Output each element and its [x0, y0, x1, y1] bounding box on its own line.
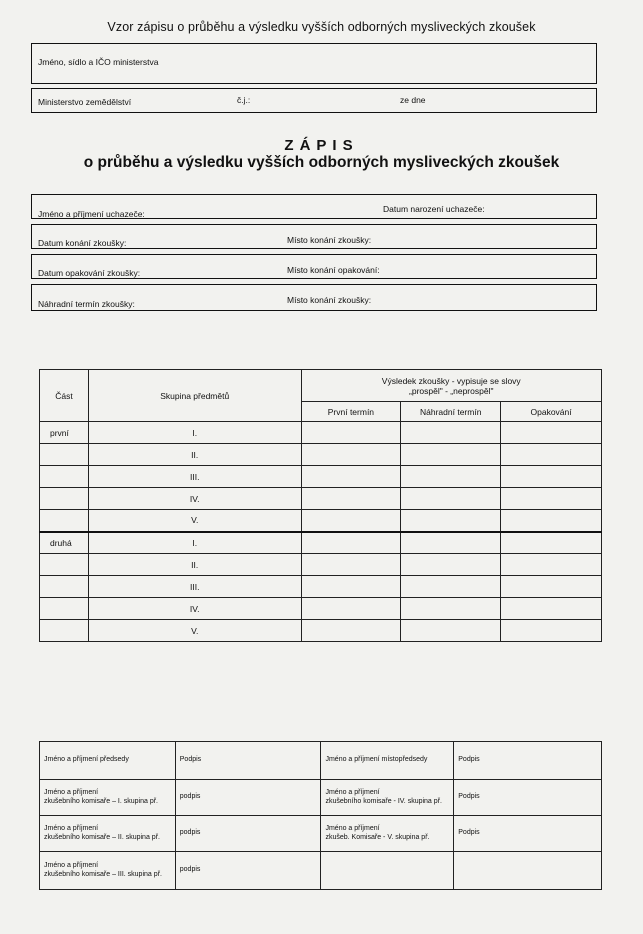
table-row — [40, 422, 602, 444]
table-row — [40, 620, 602, 642]
part-cell — [40, 554, 89, 576]
result-cell[interactable] — [401, 466, 501, 488]
result-cell[interactable] — [401, 510, 501, 532]
group-label: V. — [88, 510, 301, 532]
document-header: Vzor zápisu o průběhu a výsledku vyšších odborných mysliveckých zkoušek — [107, 20, 536, 34]
commissioner-1-line2: zkušebního komisaře – I. skupina př. — [44, 797, 159, 805]
ministry-name-label: Jméno, sídlo a IČO ministerstva — [38, 57, 159, 67]
vice-chair-signature: Podpis — [454, 742, 602, 780]
col-repeat-header: Opakování — [501, 402, 602, 422]
col-first-header: První termín — [301, 402, 401, 422]
table-row — [40, 532, 602, 554]
commissioner-5-line1: Jméno a příjmení — [325, 825, 380, 833]
commissioner-3-label — [40, 852, 176, 890]
commissioner-2-line1: Jméno a příjmení — [44, 825, 99, 833]
group-label: II. — [88, 444, 301, 466]
result-cell[interactable] — [401, 598, 501, 620]
part-cell — [40, 620, 89, 642]
commissioner-5-signature: Podpis — [454, 816, 602, 852]
vice-chair-label: Jméno a příjmení místopředsedy — [321, 742, 454, 780]
part-cell — [40, 488, 89, 510]
signature-row — [40, 780, 602, 816]
commissioner-2-label — [40, 816, 176, 852]
exam-place-label: Místo konání zkoušky: — [287, 235, 372, 245]
candidate-name-label: Jméno a příjmení uchazeče: — [38, 209, 145, 219]
commissioner-3-signature: podpis — [175, 852, 321, 890]
commissioner-3-line1: Jméno a příjmení — [44, 862, 99, 870]
result-cell[interactable] — [501, 422, 602, 444]
table-row — [40, 576, 602, 598]
reference-number-label: č.j.: — [237, 95, 251, 105]
date-label: ze dne — [400, 95, 426, 105]
col-result-header — [301, 370, 602, 402]
signature-row — [40, 742, 602, 780]
result-cell[interactable] — [501, 532, 602, 554]
result-cell[interactable] — [301, 576, 401, 598]
group-label: IV. — [88, 488, 301, 510]
commissioner-4-signature: Podpis — [454, 780, 602, 816]
group-label: IV. — [88, 598, 301, 620]
part-cell — [40, 576, 89, 598]
result-cell[interactable] — [501, 488, 602, 510]
part-label: první — [40, 422, 89, 444]
result-cell[interactable] — [301, 444, 401, 466]
result-cell[interactable] — [301, 554, 401, 576]
empty-cell — [321, 852, 454, 890]
group-label: I. — [88, 532, 301, 554]
col-result-line2: „prospěl" - „neprospěl" — [409, 385, 494, 396]
table-row — [40, 488, 602, 510]
group-label: III. — [88, 576, 301, 598]
result-cell[interactable] — [301, 466, 401, 488]
group-label: II. — [88, 554, 301, 576]
result-cell[interactable] — [301, 422, 401, 444]
commissioner-1-line1: Jméno a příjmení — [44, 789, 99, 797]
table-row — [40, 444, 602, 466]
commissioner-5-line2: zkušeb. Komisaře - V. skupina př. — [325, 833, 430, 841]
ministry-dept-label: Ministerstvo zemědělství — [38, 97, 132, 107]
result-cell[interactable] — [401, 576, 501, 598]
result-cell[interactable] — [501, 444, 602, 466]
result-cell[interactable] — [501, 466, 602, 488]
result-cell[interactable] — [401, 422, 501, 444]
result-cell[interactable] — [501, 510, 602, 532]
group-label: III. — [88, 466, 301, 488]
commissioner-2-line2: zkušebního komisaře – II. skupina př. — [44, 833, 160, 841]
results-table — [39, 369, 602, 642]
col-result-line1: Výsledek zkoušky - vypisuje se slovy — [381, 375, 521, 386]
ministry-name-box — [31, 43, 597, 84]
candidate-birth-label: Datum narození uchazeče: — [383, 204, 485, 214]
part-cell — [40, 444, 89, 466]
commissioner-4-label — [321, 780, 454, 816]
col-group-header: Skupina předmětů — [88, 370, 301, 422]
result-cell[interactable] — [401, 554, 501, 576]
retake-date-label: Datum opakování zkoušky: — [38, 268, 141, 278]
part-cell — [40, 510, 89, 532]
commissioner-4-line1: Jméno a příjmení — [325, 789, 380, 797]
chair-signature: Podpis — [175, 742, 321, 780]
result-cell[interactable] — [501, 620, 602, 642]
signature-row — [40, 816, 602, 852]
result-cell[interactable] — [301, 620, 401, 642]
part-label: druhá — [40, 532, 89, 554]
table-row — [40, 598, 602, 620]
document-subtitle: o průběhu a výsledku vyšších odborných mysliveckých zkoušek — [83, 154, 560, 171]
exam-date-box — [31, 224, 597, 249]
col-alt-header: Náhradní termín — [401, 402, 501, 422]
result-cell[interactable] — [301, 488, 401, 510]
table-row — [40, 554, 602, 576]
result-cell[interactable] — [401, 444, 501, 466]
result-cell[interactable] — [501, 598, 602, 620]
result-cell[interactable] — [301, 532, 401, 554]
retake-place-label: Místo konání opakování: — [287, 265, 380, 275]
commissioner-2-signature: podpis — [175, 816, 321, 852]
result-cell[interactable] — [501, 554, 602, 576]
chair-label: Jméno a příjmení předsedy — [40, 742, 176, 780]
result-cell[interactable] — [401, 620, 501, 642]
result-cell[interactable] — [501, 576, 602, 598]
result-cell[interactable] — [401, 532, 501, 554]
alt-place-label: Místo konání zkoušky: — [287, 295, 372, 305]
group-label: V. — [88, 620, 301, 642]
part-cell — [40, 466, 89, 488]
retake-date-box — [31, 254, 597, 279]
alt-date-label: Náhradní termín zkoušky: — [38, 299, 135, 309]
document-title: ZÁPIS — [284, 137, 359, 154]
exam-date-label: Datum konání zkoušky: — [38, 238, 127, 248]
ministry-dept-box — [31, 88, 597, 113]
commissioner-5-label — [321, 816, 454, 852]
candidate-name-box — [31, 194, 597, 219]
table-row — [40, 466, 602, 488]
result-cell[interactable] — [301, 510, 401, 532]
table-row — [40, 510, 602, 532]
group-label: I. — [88, 422, 301, 444]
signatures-table — [39, 741, 602, 890]
alt-date-box — [31, 284, 597, 311]
commissioner-4-line2: zkušebního komisaře - IV. skupina př. — [325, 797, 442, 805]
commissioner-1-signature: podpis — [175, 780, 321, 816]
empty-cell — [454, 852, 602, 890]
commissioner-3-line2: zkušebního komisaře – III. skupina př. — [44, 870, 162, 878]
commissioner-1-label — [40, 780, 176, 816]
col-part-header: Část — [40, 370, 89, 422]
part-cell — [40, 598, 89, 620]
result-cell[interactable] — [401, 488, 501, 510]
result-cell[interactable] — [301, 598, 401, 620]
signature-row — [40, 852, 602, 890]
